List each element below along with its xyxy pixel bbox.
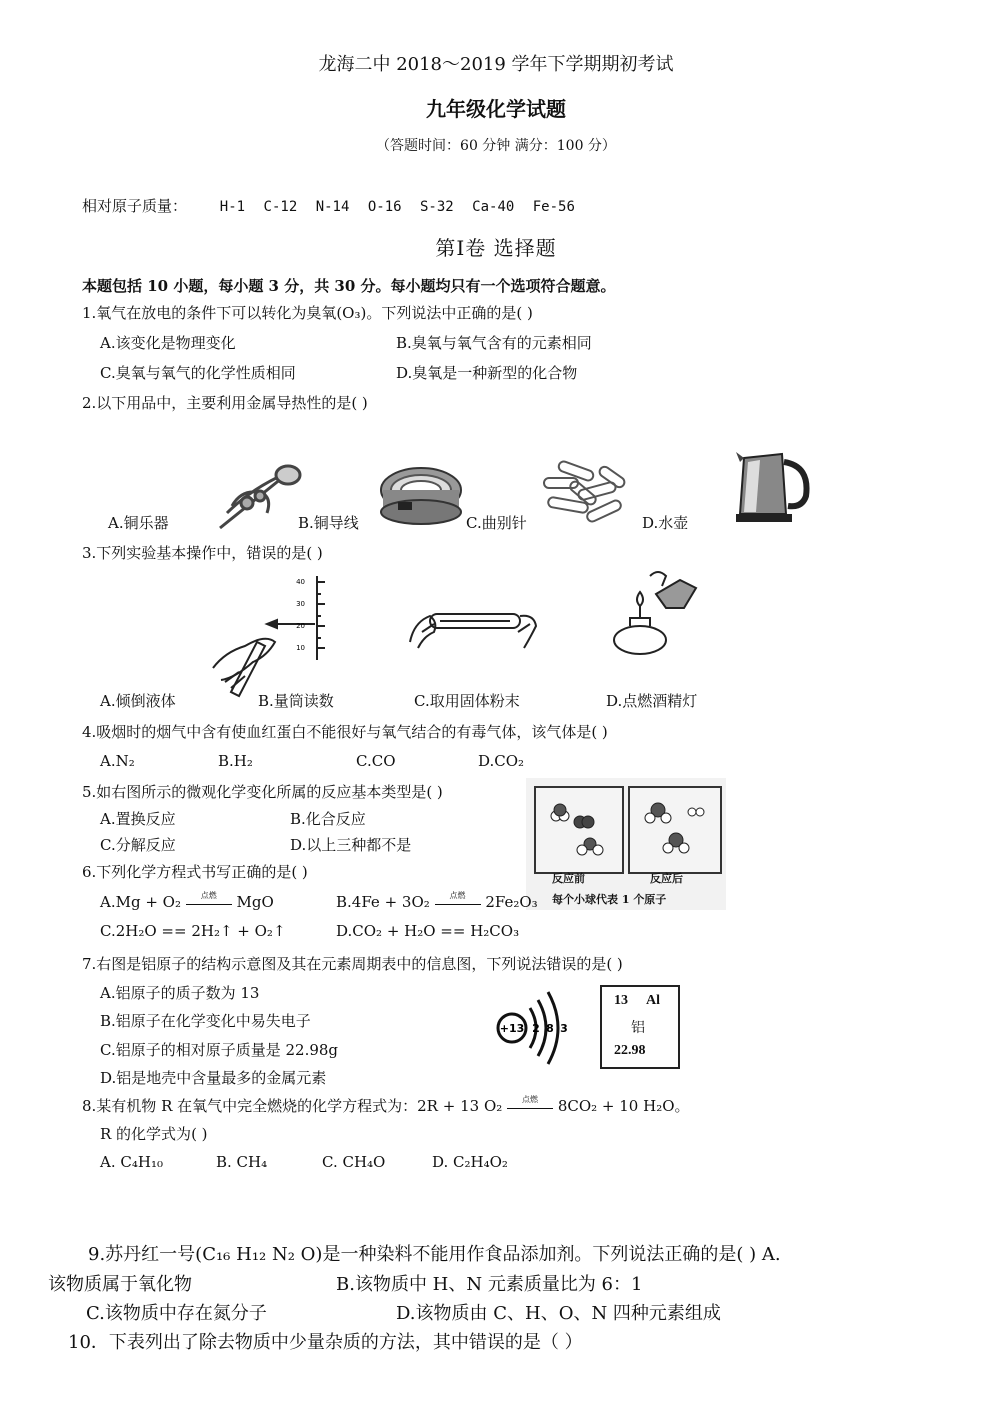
q7-option-c: C.铝原子的相对原子质量是 22.98g: [100, 1041, 339, 1059]
q9-option-b: B.该物质中 H、N 元素质量比为 6：1: [336, 1274, 643, 1295]
kettle-image: [730, 444, 814, 528]
shell-electrons: 3: [560, 1022, 568, 1035]
element-number: 13: [614, 993, 628, 1008]
q1-option-a: A.该变化是物理变化: [100, 334, 236, 352]
shell-electrons: 2: [532, 1022, 540, 1035]
reaction-condition: 点燃: [522, 1094, 539, 1104]
nucleus-charge: +13: [499, 1022, 525, 1035]
exam-info: （答题时间：60 分钟 满分：100 分）: [376, 138, 616, 154]
scale-label: 10: [296, 644, 305, 652]
element-name: 铝: [631, 1021, 645, 1036]
q5-option-d: D.以上三种都不是: [290, 836, 412, 854]
reaction-condition: 点燃: [200, 890, 217, 900]
q2-option-d: D.水壶: [642, 514, 689, 532]
atomic-mass-item: Ca-40: [472, 199, 515, 215]
q8-stem-left: 8.某有机物 R 在氧气中完全燃烧的化学方程式为：2R + 13 O₂: [82, 1097, 503, 1115]
atomic-mass-list: [220, 199, 585, 215]
atomic-mass-label: 相对原子质量：: [82, 197, 188, 215]
atomic-mass-item: C-12: [263, 199, 298, 215]
scale-label: 30: [296, 600, 305, 608]
q10-stem: 10．下表列出了除去物质中少量杂质的方法，其中错误的是（ ）: [68, 1332, 583, 1353]
atomic-mass-row: [82, 195, 585, 216]
trumpet-image: [212, 458, 302, 536]
q8-stem: [82, 1095, 690, 1116]
q6-a-reactants: A.Mg + O₂: [100, 893, 181, 911]
q9-option-a: 该物质属于氧化物: [48, 1274, 192, 1295]
paper-clips-image: [538, 458, 632, 530]
after-molecules: [630, 788, 720, 872]
atomic-mass-item: O-16: [367, 199, 402, 215]
reaction-figure: [526, 778, 726, 910]
reaction-condition: 点燃: [449, 890, 466, 900]
shell-electrons: 8: [546, 1022, 554, 1035]
q1-option-c: C.臭氧与氧气的化学性质相同: [100, 364, 296, 382]
q3-option-b: B.量筒读数: [258, 692, 334, 710]
q7-option-a: A.铝原子的质子数为 13: [100, 984, 260, 1002]
atomic-mass-item: Fe-56: [532, 199, 575, 215]
q9-option-c: C.该物质中存在氮分子: [86, 1303, 267, 1324]
q7-option-b: B.铝原子在化学变化中易失电子: [100, 1012, 311, 1030]
section-instructions: 本题包括 10 小题，每小题 3 分，共 30 分。每小题均只有一个选项符合题意。: [82, 277, 616, 295]
atomic-mass-item: S-32: [420, 199, 454, 215]
q5-option-c: C.分解反应: [100, 836, 176, 854]
q3-option-c: C.取用固体粉末: [414, 692, 520, 710]
q7-option-d: D.铝是地壳中含量最多的金属元素: [100, 1069, 327, 1087]
q4-option-a: A.N₂: [100, 752, 135, 770]
q6-b-products: 2Fe₂O₃: [485, 893, 538, 911]
q8-option-a: A. C₄H₁₀: [100, 1153, 163, 1171]
section-title: 第Ⅰ卷 选择题: [435, 236, 557, 260]
q6-a-products: MgO: [236, 893, 274, 911]
q8-line2: R 的化学式为( ): [100, 1125, 208, 1143]
q2-option-c: C.曲别针: [466, 514, 527, 532]
atomic-mass-item: N-14: [315, 199, 350, 215]
q5-stem: 5.如右图所示的微观化学变化所属的反应基本类型是( ): [82, 783, 443, 801]
exam-title: 龙海二中 2018～2019 学年下学期期初考试: [318, 54, 674, 75]
q4-option-c: C.CO: [356, 752, 396, 770]
scale-label: 20: [296, 622, 305, 630]
q4-option-b: B.H₂: [218, 752, 253, 770]
element-symbol: Al: [646, 993, 660, 1008]
q6-option-d: D.CO₂ + H₂O == H₂CO₃: [336, 922, 520, 940]
q3-option-d: D.点燃酒精灯: [606, 692, 698, 710]
copper-wire-image: [378, 460, 464, 530]
reaction-arrow: [186, 890, 232, 905]
before-panel: [534, 786, 624, 874]
q1-option-d: D.臭氧是一种新型的化合物: [396, 364, 578, 382]
after-label: 反应后: [650, 872, 683, 885]
q9-option-d: D.该物质由 C、H、O、N 四种元素组成: [396, 1303, 721, 1324]
q8-option-c: C. CH₄O: [322, 1153, 386, 1171]
q7-stem: 7.右图是铝原子的结构示意图及其在元素周期表中的信息图，下列说法错误的是( ): [82, 955, 623, 973]
q9-stem: 9.苏丹红一号(C₁₆ H₁₂ N₂ O)是一种染料不能用作食品添加剂。下列说法正确的是( ) A.: [88, 1244, 781, 1265]
q6-option-b: [336, 890, 538, 911]
scale-label: 40: [296, 578, 305, 586]
q6-stem: 6.下列化学方程式书写正确的是( ): [82, 863, 308, 881]
q5-option-a: A.置换反应: [100, 810, 176, 828]
aluminum-atom-diagram: [494, 988, 580, 1068]
q1-option-b: B.臭氧与氧气含有的元素相同: [396, 334, 592, 352]
element-mass: 22.98: [614, 1043, 646, 1058]
q8-stem-right: 8CO₂ + 10 H₂O。: [557, 1097, 690, 1115]
subject-title: 九年级化学试题: [426, 97, 566, 121]
reaction-arrow: [435, 890, 481, 905]
element-card: [600, 985, 680, 1069]
q4-stem: 4.吸烟时的烟气中含有使血红蛋白不能很好与氧气结合的有毒气体，该气体是( ): [82, 723, 608, 741]
q8-option-d: D. C₂H₄O₂: [432, 1153, 508, 1171]
q3-option-a: A.倾倒液体: [100, 692, 176, 710]
q1-stem: 1.氧气在放电的条件下可以转化为臭氧(O₃)。下列说法中正确的是( ): [82, 304, 533, 322]
atomic-mass-item: H-1: [219, 199, 246, 215]
q3-stem: 3.下列实验基本操作中，错误的是( ): [82, 544, 323, 562]
before-molecules: [536, 788, 622, 872]
q5-option-b: B.化合反应: [290, 810, 366, 828]
q6-option-c: C.2H₂O == 2H₂↑ + O₂↑: [100, 922, 286, 940]
q6-option-a: [100, 890, 274, 911]
powder-spatula-image: [400, 592, 540, 652]
after-panel: [628, 786, 722, 874]
q6-b-reactants: B.4Fe + 3O₂: [336, 893, 430, 911]
q2-option-a: A.铜乐器: [108, 514, 169, 532]
reaction-arrow: [507, 1094, 553, 1109]
q2-option-b: B.铜导线: [298, 514, 359, 532]
before-label: 反应前: [552, 872, 585, 885]
reaction-legend: 每个小球代表 1 个原子: [552, 893, 667, 906]
q4-option-d: D.CO₂: [478, 752, 525, 770]
pour-liquid-image: [205, 572, 335, 702]
alcohol-lamp-image: [604, 566, 704, 662]
q2-stem: 2.以下用品中，主要利用金属导热性的是( ): [82, 394, 368, 412]
q8-option-b: B. CH₄: [216, 1153, 268, 1171]
